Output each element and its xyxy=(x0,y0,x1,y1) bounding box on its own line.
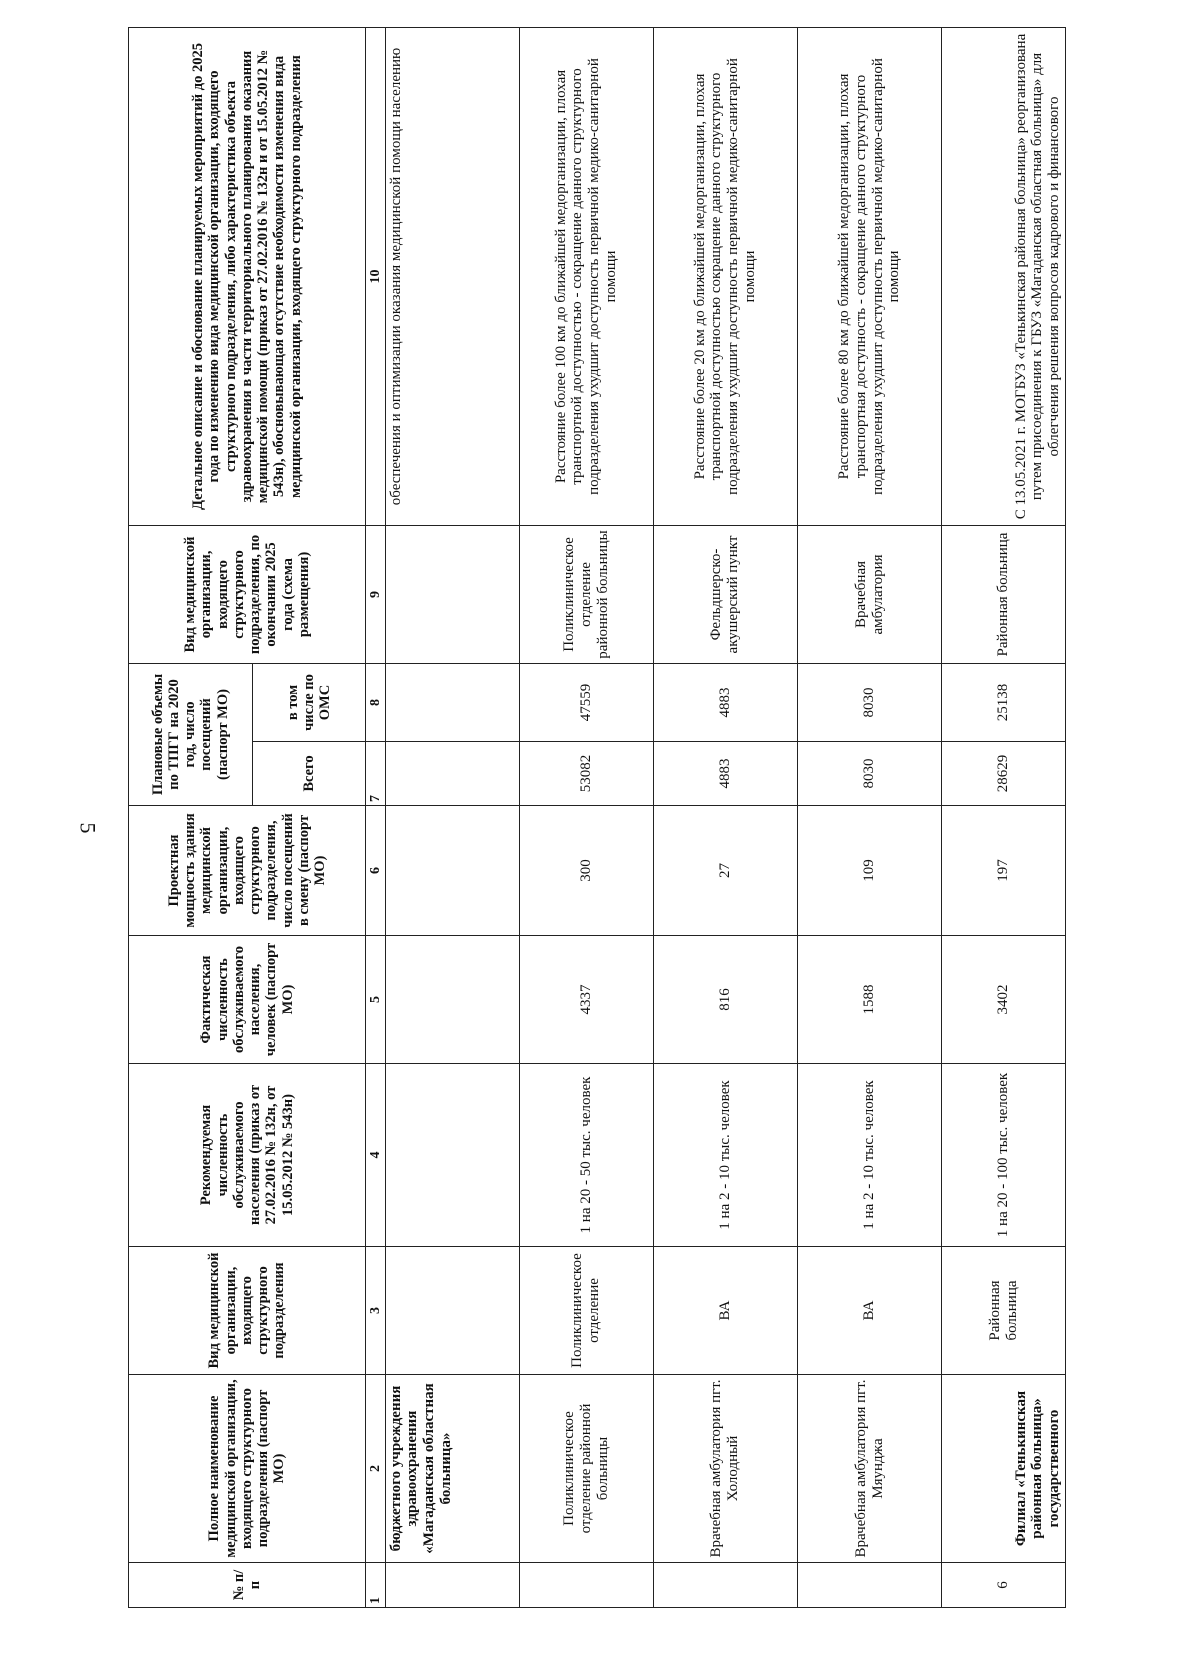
row-type xyxy=(385,1247,519,1375)
row-total: 4883 xyxy=(653,742,797,806)
row-type-2025: Поликлиническое отделение районной больницы xyxy=(519,525,653,663)
row-actual: 3402 xyxy=(942,936,1066,1064)
row-number xyxy=(797,1563,941,1608)
table-row xyxy=(797,27,941,1607)
column-number: 2 xyxy=(366,1375,386,1563)
medical-organizations-table xyxy=(128,27,1066,1608)
table-row xyxy=(653,27,797,1607)
column-number: 8 xyxy=(366,663,386,741)
row-name: бюджетного учреждения здравоохранения «Магаданская областная больница» xyxy=(385,1375,519,1563)
column-number: 1 xyxy=(366,1563,386,1608)
row-recommended: 1 на 2 - 10 тыс. человек xyxy=(797,1064,941,1247)
row-recommended xyxy=(385,1064,519,1247)
rotated-table-wrapper xyxy=(128,28,1066,1608)
table-row xyxy=(385,27,519,1607)
row-oms: 47559 xyxy=(519,663,653,741)
row-name: Поликлиническое отделение районной больницы xyxy=(519,1375,653,1563)
row-oms: 4883 xyxy=(653,663,797,741)
page-number: 5 xyxy=(75,822,101,834)
header-full-name: Полное наименование медицинской организации, входящего структурного подразделения (паспорт МО) xyxy=(129,1375,366,1563)
row-actual xyxy=(385,936,519,1064)
row-capacity: 197 xyxy=(942,806,1066,936)
row-total: 53082 xyxy=(519,742,653,806)
row-actual: 1588 xyxy=(797,936,941,1064)
row-type-2025 xyxy=(385,525,519,663)
row-recommended: 1 на 2 - 10 тыс. человек xyxy=(653,1064,797,1247)
row-capacity: 300 xyxy=(519,806,653,936)
column-number: 6 xyxy=(366,806,386,936)
table-row xyxy=(519,27,653,1607)
row-name: Врачебная амбулатория пгт. Мяунджа xyxy=(797,1375,941,1563)
header-planned-volumes: Плановые объемы по ТПГГ на 2020 год, число посещений (паспорт МО) xyxy=(129,663,253,805)
column-number: 3 xyxy=(366,1247,386,1375)
row-total xyxy=(385,742,519,806)
header-row xyxy=(129,27,253,1607)
row-number xyxy=(653,1563,797,1608)
row-number xyxy=(519,1563,653,1608)
row-capacity: 109 xyxy=(797,806,941,936)
row-recommended: 1 на 20 - 50 тыс. человек xyxy=(519,1064,653,1247)
header-type-2025: Вид медицинской организации, входящего структурного подразделения, по окончании 2025 года (схема размещения) xyxy=(129,525,366,663)
row-oms xyxy=(385,663,519,741)
row-description: Расстояние более 20 км до ближайшей медорганизации, плохая транспортной доступностью сокращение данного структурного подразделения ухудшит доступность первичной медико-санитарной помощи xyxy=(653,27,797,525)
row-type: Поликлиническое отделение xyxy=(519,1247,653,1375)
column-number: 7 xyxy=(366,742,386,806)
row-type: ВА xyxy=(797,1247,941,1375)
row-description: Расстояние более 100 км до ближайшей медорганизации, плохая транспортной доступностью - сокращение данного структурного подразделения ухудшит доступность первичной медико-санитарной помощи xyxy=(519,27,653,525)
row-name: Филиал «Тенькинская районная больница» государственного xyxy=(942,1375,1066,1563)
row-recommended: 1 на 20 - 100 тыс. человек xyxy=(942,1064,1066,1247)
column-number: 10 xyxy=(366,27,386,525)
column-number: 4 xyxy=(366,1064,386,1247)
row-total: 28629 xyxy=(942,742,1066,806)
row-type: ВА xyxy=(653,1247,797,1375)
row-description: Расстояние более 80 км до ближайшей медорганизации, плохая транспортная доступность - сокращение данного структурного подразделения ухудшит доступность первичной медико-санитарной помощи xyxy=(797,27,941,525)
column-number: 5 xyxy=(366,936,386,1064)
row-type-2025: Фельдшерско-акушерский пункт xyxy=(653,525,797,663)
row-type-2025: Врачебная амбулатория xyxy=(797,525,941,663)
row-oms: 8030 xyxy=(797,663,941,741)
header-recommended-population: Рекомендуемая численность обслуживаемого населения (приказ от 27.02.2016 № 132н, от 15.05.2012 № 543н) xyxy=(129,1064,366,1247)
header-number: № п/п xyxy=(129,1563,366,1608)
column-number: 9 xyxy=(366,525,386,663)
row-oms: 25138 xyxy=(942,663,1066,741)
header-description: Детальное описание и обоснование планируемых мероприятий до 2025 года по изменению вида медицинской организации, входящего структурного подразделения, либо характеристика объекта здравоохранения в части территориального планирования оказания медицинской помощи (приказ от 27.02.2016 № 132н и от 15.05.2012 № 543н), обосновывающая отсутствие необходимости изменения вида медицинской организации, входящего структурного подразделения xyxy=(129,27,366,525)
header-org-type: Вид медицинской организации, входящего структурного подразделения xyxy=(129,1247,366,1375)
row-total: 8030 xyxy=(797,742,941,806)
row-type-2025: Районная больница xyxy=(942,525,1066,663)
row-description: С 13.05.2021 г. МОГБУЗ «Тенькинская районная больница» реорганизована путем присоединения к ГБУЗ «Магаданская областная больница» для облегчения решения вопросов кадрового и финансового xyxy=(942,27,1066,525)
column-numbers-row xyxy=(366,27,386,1607)
header-actual-population: Фактическая численность обслуживаемого населения, человек (паспорт МО) xyxy=(129,936,366,1064)
row-description: обеспечения и оптимизации оказания медицинской помощи населению xyxy=(385,27,519,525)
header-total: Всего xyxy=(252,742,365,806)
row-capacity: 27 xyxy=(653,806,797,936)
row-actual: 4337 xyxy=(519,936,653,1064)
row-actual: 816 xyxy=(653,936,797,1064)
row-number: 6 xyxy=(942,1563,1066,1608)
row-type: Районная больница xyxy=(942,1247,1066,1375)
row-number xyxy=(385,1563,519,1608)
row-name: Врачебная амбулатория пгт. Холодный xyxy=(653,1375,797,1563)
row-capacity xyxy=(385,806,519,936)
header-oms: в том числе по ОМС xyxy=(252,663,365,741)
table-row xyxy=(942,27,1066,1607)
header-design-capacity: Проектная мощность здания медицинской организации, входящего структурного подразделения, число посещений в смену (паспорт МО) xyxy=(129,806,366,936)
